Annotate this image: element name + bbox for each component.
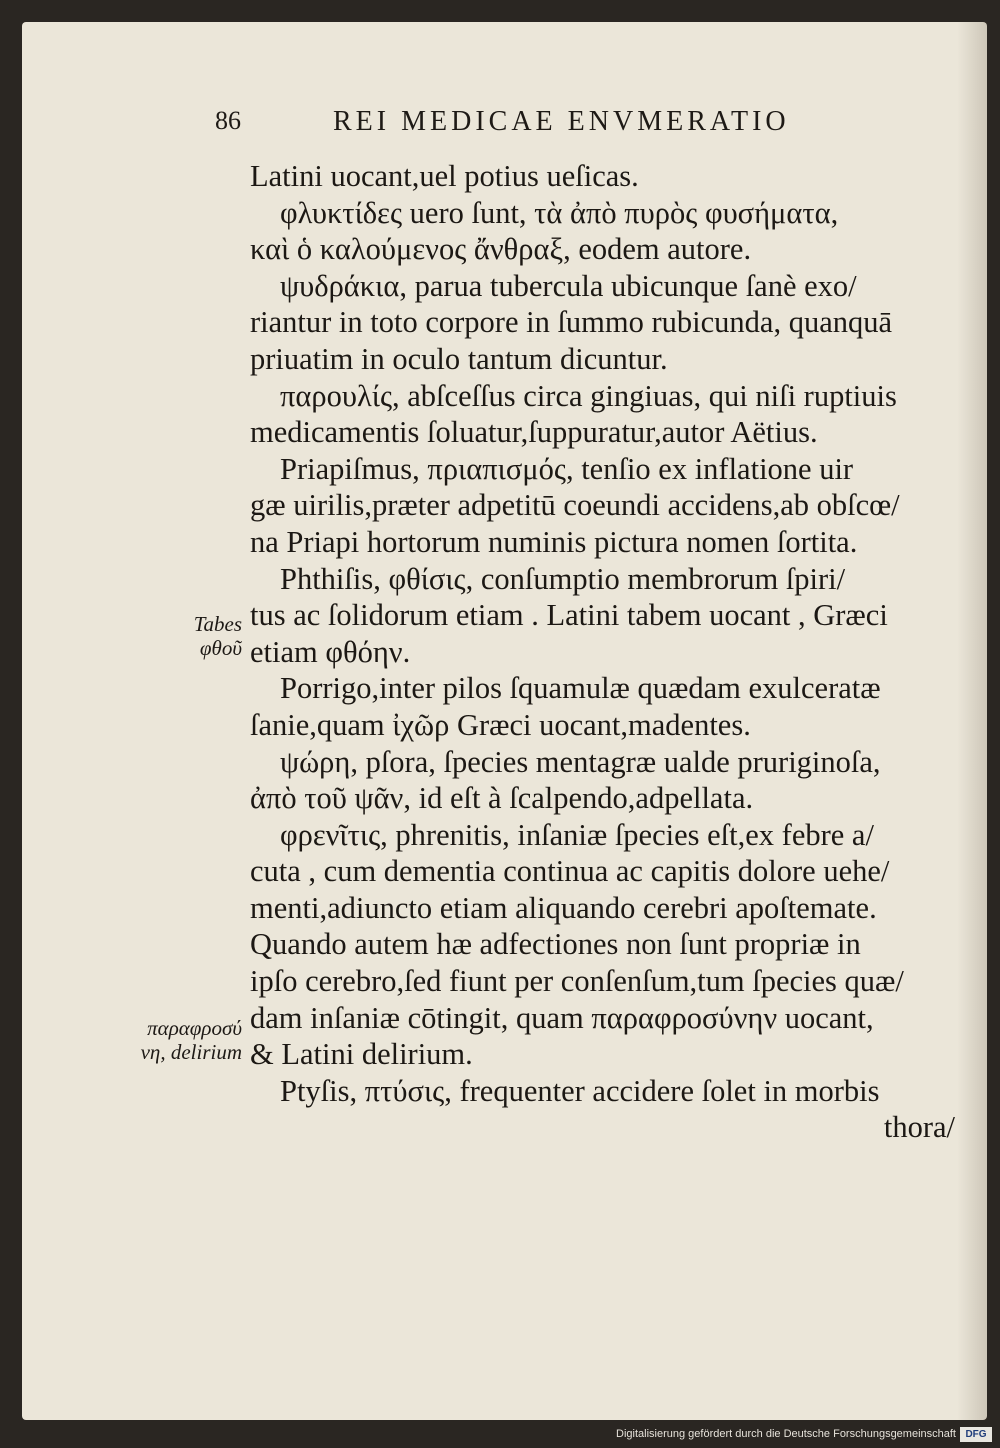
text-line: na Priapi hortorum numinis pictura nomen ſortita. (250, 524, 858, 559)
text-line: ψώρη, pſora, ſpecies mentagræ ualde pruriginoſa, (280, 744, 881, 779)
text-line: cuta , cum dementia continua ac capitis dolore uehe/ (250, 854, 890, 889)
dfg-logo: DFG (960, 1427, 992, 1442)
text-line: ψυδράκια, parua tubercula ubicunque ſanè exo/ (280, 268, 857, 303)
text-line: φρενῖτις, phrenitis, inſaniæ ſpecies eſt,ex febre a/ (280, 817, 874, 852)
text-line: παρουλίς, abſceſſus circa gingiuas, qui niſi ruptiuis (280, 378, 897, 413)
book-page (22, 22, 987, 1420)
text-line: etiam φθόην. (250, 634, 411, 669)
marginal-note-tabes-greek: φθοῦ (199, 636, 242, 660)
text-line: Ptyſis, πτύσις, frequenter accidere ſolet in morbis (280, 1073, 880, 1108)
text-line: priuatim in oculo tantum dicuntur. (250, 341, 668, 376)
text-line: ſanie,quam ἰχῶρ Græci uocant,madentes. (250, 707, 751, 742)
text-line: dam inſaniæ cōtingit, quam παραφροσύνην uocant, (250, 1000, 874, 1035)
text-line: ἀπὸ τοῦ ψᾶν, id eſt à ſcalpendo,adpellata. (250, 781, 754, 816)
marginal-note-delirium-greek: παραφροσύ (147, 1016, 242, 1040)
page-number: 86 (215, 106, 241, 135)
page-header (215, 106, 815, 146)
marginal-note-delirium (114, 1016, 242, 1064)
text-line: Phthiſis, φθίσις, conſumptio membrorum ſpiri/ (280, 561, 846, 596)
text-line: gæ uirilis,præter adpetitū coeundi accidens,ab obſcœ/ (250, 488, 900, 523)
text-line: tus ac ſolidorum etiam . Latini tabem uocant , Græci (250, 598, 888, 633)
text-line: & Latini delirium. (250, 1037, 473, 1072)
text-line: menti,adiuncto etiam aliquando cerebri apoſtemate. (250, 890, 877, 925)
page-gutter-shadow (957, 22, 987, 1420)
running-title: REI MEDICAE ENVMERATIO (333, 106, 790, 137)
text-line: Priapiſmus, πριαπισμός, tenſio ex inflatione uir (280, 451, 854, 486)
funding-credit: Digitalisierung gefördert durch die Deutsche Forschungsgemeinschaft (616, 1428, 956, 1440)
digitization-footer (0, 1424, 1000, 1448)
text-line: φλυκτίδες uero ſunt, τὰ ἀπὸ πυρὸς φυσήματα, (280, 195, 839, 230)
text-line: καὶ ὁ καλούμενος ἄνθραξ, eodem autore. (250, 232, 752, 267)
text-line: Latini uocant,uel potius ueſicas. (250, 159, 639, 193)
text-line: medicamentis ſoluatur,ſuppuratur,autor Aëtius. (250, 415, 818, 450)
catchword-line: thora/ (883, 1110, 955, 1145)
main-text-block (250, 158, 955, 1146)
marginal-note-tabes (172, 612, 242, 660)
text-line: Porrigo,inter pilos ſquamulæ quædam exulceratæ (280, 671, 881, 706)
marginal-note-delirium-latin: νη, delirium (140, 1040, 242, 1064)
text-line: ipſo cerebro,ſed fiunt per conſenſum,tum ſpecies quæ/ (250, 964, 904, 999)
marginal-note-tabes-latin: Tabes (193, 612, 242, 636)
text-line: Quando autem hæ adfectiones non ſunt propriæ in (250, 927, 861, 962)
text-line: riantur in toto corpore in ſummo rubicunda, quanquā (250, 305, 893, 340)
